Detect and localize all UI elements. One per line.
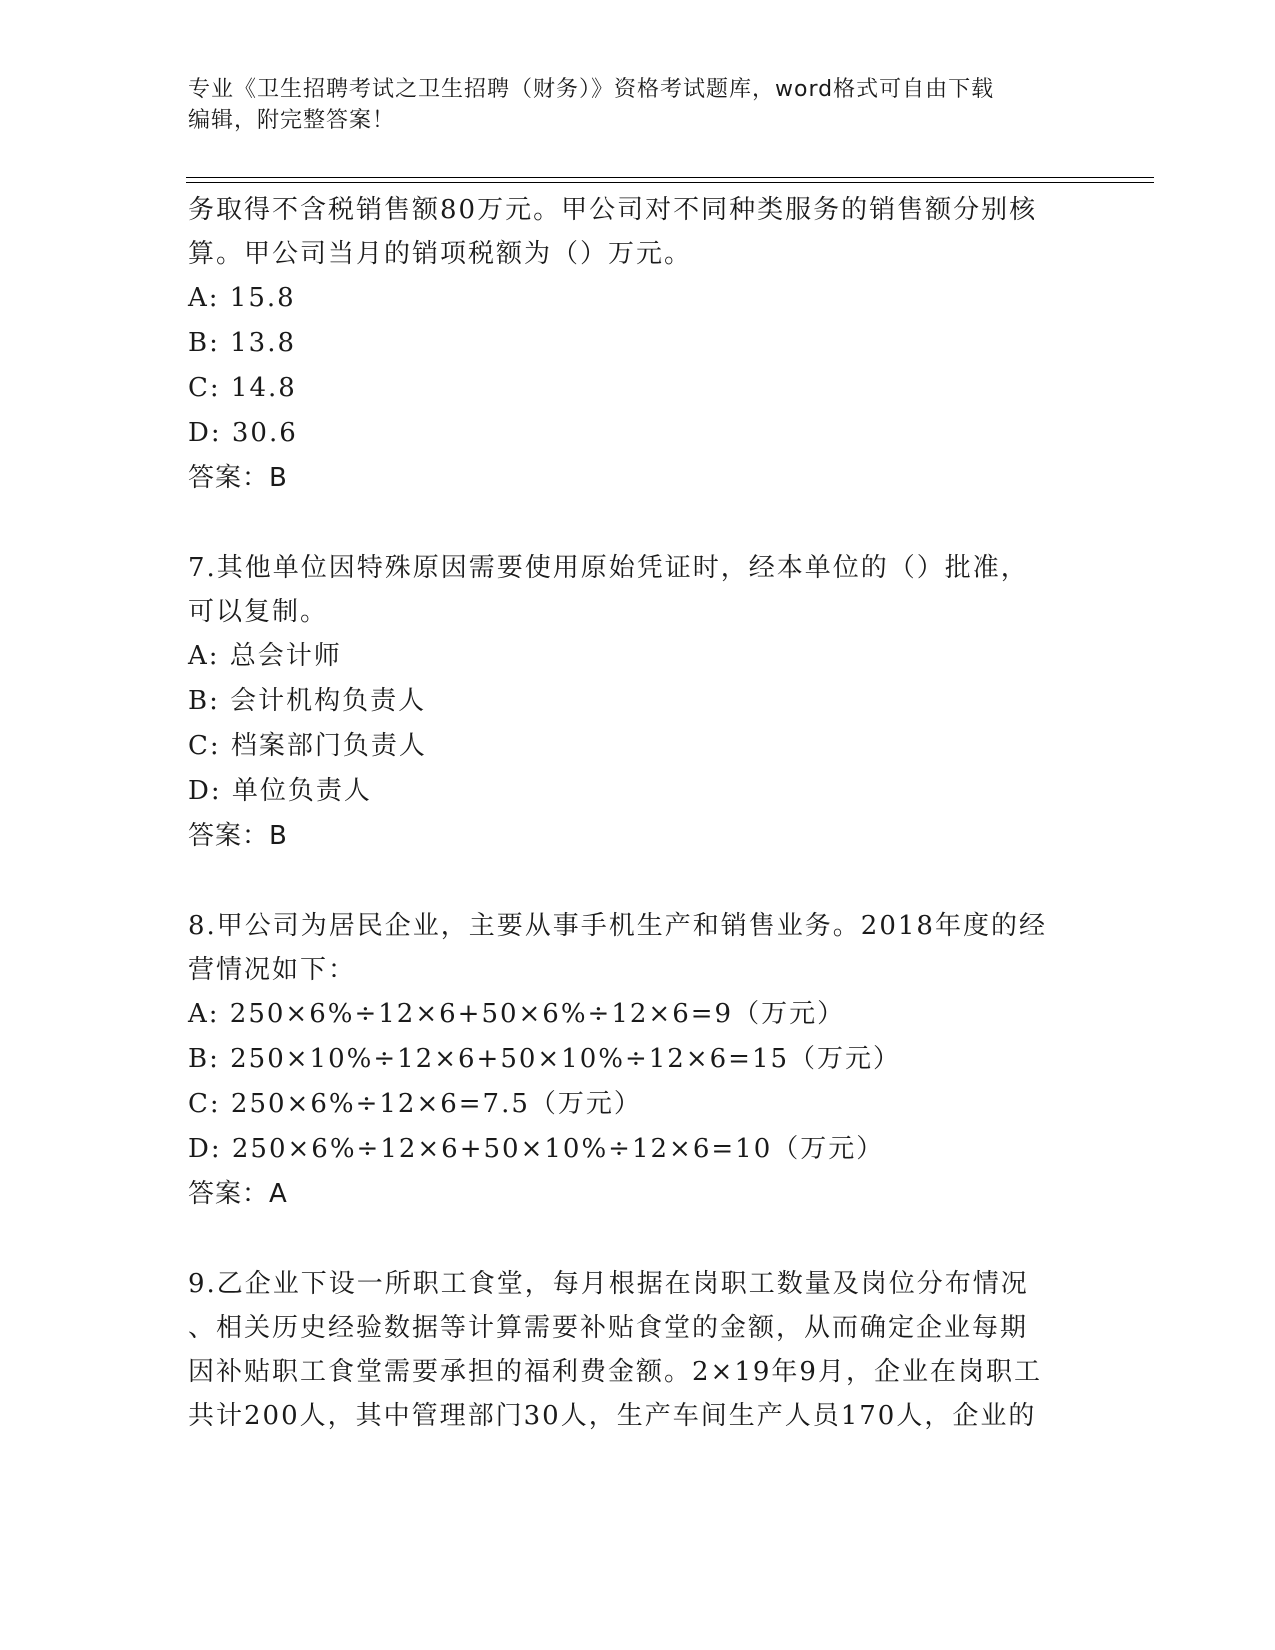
spacer [188,1217,1088,1262]
question-list [188,188,1088,1438]
spacer [188,501,1088,546]
header-line-2: 编辑，附完整答案！ [188,108,396,133]
header-line-1: 专业《卫生招聘考试之卫生招聘（财务）》资格考试题库，word格式可自由下载 [188,77,995,102]
answer-label: 答案：B [188,463,288,493]
option-c: C: 档案部门负责人 [188,731,427,761]
question-8 [188,904,1088,1217]
question-text-line: 可以复制。 [188,597,329,627]
question-text-line: 营情况如下： [188,955,357,985]
option-b: B: 会计机构负责人 [188,686,427,716]
option-a: A: 总会计师 [188,641,342,671]
document-header [188,74,1088,136]
option-a: A: 15.8 [188,283,296,313]
header-divider-bottom [186,182,1154,183]
question-text-line: 7.其他单位因特殊原因需要使用原始凭证时，经本单位的（）批准， [188,553,1029,583]
question-text-line: 务取得不含税销售额80万元。甲公司对不同种类服务的销售额分别核 [188,195,1038,225]
option-d: D: 30.6 [188,418,298,448]
answer-label: 答案：B [188,821,288,851]
answer-label: 答案：A [188,1179,288,1209]
option-b: B: 13.8 [188,328,297,358]
question-7 [188,546,1088,859]
option-d: D: 250×6%÷12×6+50×10%÷12×6=10（万元） [188,1134,885,1164]
question-text-line: 9.乙企业下设一所职工食堂，每月根据在岗职工数量及岗位分布情况 [188,1269,1029,1299]
header-divider-top [186,177,1154,178]
option-a: A: 250×6%÷12×6+50×6%÷12×6=9（万元） [188,999,846,1029]
option-b: B: 250×10%÷12×6+50×10%÷12×6=15（万元） [188,1044,902,1074]
option-c: C: 250×6%÷12×6=7.5（万元） [188,1089,642,1119]
question-text-line: 共计200人，其中管理部门30人，生产车间生产人员170人，企业的 [188,1401,1037,1431]
question-text-line: 算。甲公司当月的销项税额为（）万元。 [188,239,693,269]
question-text-line: 因补贴职工食堂需要承担的福利费金额。2×19年9月，企业在岗职工 [188,1357,1042,1387]
question-text-line: 、相关历史经验数据等计算需要补贴食堂的金额，从而确定企业每期 [188,1313,1029,1343]
option-c: C: 14.8 [188,373,297,403]
spacer [188,859,1088,904]
question-9 [188,1262,1088,1438]
question-text-line: 8.甲公司为居民企业，主要从事手机生产和销售业务。2018年度的经 [188,911,1047,941]
question-6 [188,188,1088,501]
option-d: D: 单位负责人 [188,776,372,806]
